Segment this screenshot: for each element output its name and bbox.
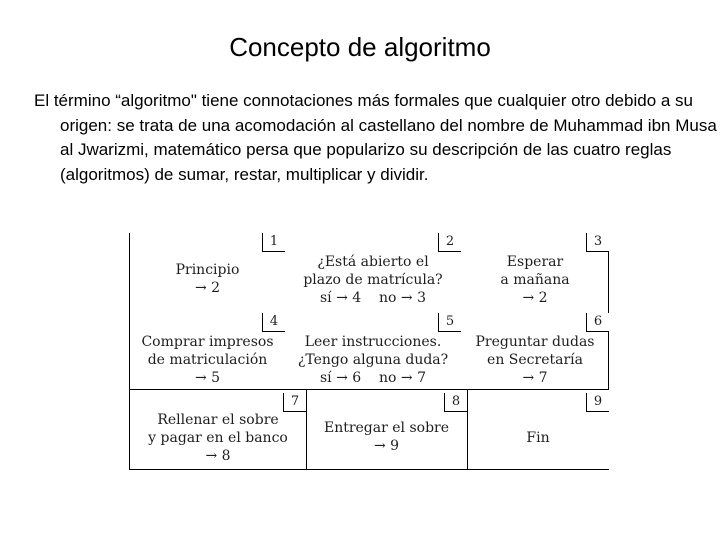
slide-title: Concepto de algoritmo bbox=[229, 32, 491, 62]
cell-number: 4 bbox=[262, 313, 285, 332]
cell-number: 9 bbox=[586, 393, 609, 412]
cell-text-line: → 9 bbox=[373, 438, 400, 454]
cell-text-line: → 8 bbox=[205, 448, 231, 464]
cell-text-line: → 5 bbox=[194, 370, 221, 386]
cell-text bbox=[467, 429, 609, 447]
grid-row-divider bbox=[130, 389, 609, 390]
slide-body-text: El término “algoritmo" tiene connotaciones más formales que cualquier otro debido a su origen: se trata de una acomodación al castellano del nombre de Muhammad ibn Musa al Jwarizmi, matemático persa que popularizo su descripción de las cuatro reglas (algoritmos) de sumar, restar, multiplicar y dividir. bbox=[34, 91, 717, 184]
cell-number: 1 bbox=[262, 233, 285, 252]
cell-number: 3 bbox=[586, 233, 609, 252]
cell-text-line: → 2 bbox=[522, 290, 548, 306]
cell-number: 6 bbox=[586, 313, 609, 332]
grid-cell-1 bbox=[130, 233, 285, 311]
cell-number: 2 bbox=[438, 233, 461, 252]
cell-text-line: sí → 6 no → 7 bbox=[320, 370, 426, 386]
cell-text-line: ¿Tengo alguna duda? bbox=[297, 352, 449, 368]
cell-text bbox=[306, 419, 467, 455]
cell-text bbox=[285, 333, 461, 387]
cell-text-line: → 2 bbox=[194, 280, 221, 296]
cell-text-line: Esperar bbox=[506, 254, 564, 270]
cell-text bbox=[130, 261, 285, 297]
grid-cell-9 bbox=[467, 391, 609, 469]
cell-text-line: ¿Está abierto el bbox=[317, 254, 429, 270]
grid-cell-4 bbox=[130, 313, 285, 389]
cell-text-line: Preguntar dudas bbox=[475, 334, 595, 350]
cell-text-line: Leer instrucciones. bbox=[304, 334, 442, 350]
cell-text-line: → 7 bbox=[522, 370, 548, 386]
grid-cell-6 bbox=[461, 313, 609, 389]
cell-text bbox=[461, 333, 609, 387]
cell-text-line: Rellenar el sobre bbox=[157, 412, 279, 428]
cell-text-line: plazo de matrícula? bbox=[303, 272, 443, 288]
cell-text-line: Comprar impresos bbox=[141, 334, 274, 350]
cell-text bbox=[130, 333, 285, 387]
cell-number: 8 bbox=[444, 393, 467, 412]
cell-text bbox=[130, 411, 306, 465]
cell-text-line: y pagar en el banco bbox=[148, 430, 288, 446]
cell-text bbox=[461, 253, 609, 307]
cell-text-line: sí → 4 no → 3 bbox=[320, 290, 426, 306]
cell-number: 5 bbox=[438, 313, 461, 332]
grid-cell-5 bbox=[285, 313, 461, 389]
cell-text-line: de matriculación bbox=[147, 352, 268, 368]
cell-text-line: Fin bbox=[526, 430, 550, 446]
grid-cell-7 bbox=[130, 391, 306, 469]
cell-text-line: en Secretaría bbox=[487, 352, 583, 368]
cell-text-line: Principio bbox=[175, 262, 240, 278]
grid-cell-8 bbox=[306, 391, 467, 469]
algorithm-grid-image bbox=[129, 233, 609, 470]
cell-text-line: Entregar el sobre bbox=[323, 420, 450, 436]
grid-cell-3 bbox=[461, 233, 609, 311]
grid-cell-2 bbox=[285, 233, 461, 311]
cell-text-line: a mañana bbox=[500, 272, 570, 288]
cell-text bbox=[285, 253, 461, 307]
cell-number: 7 bbox=[283, 393, 306, 412]
